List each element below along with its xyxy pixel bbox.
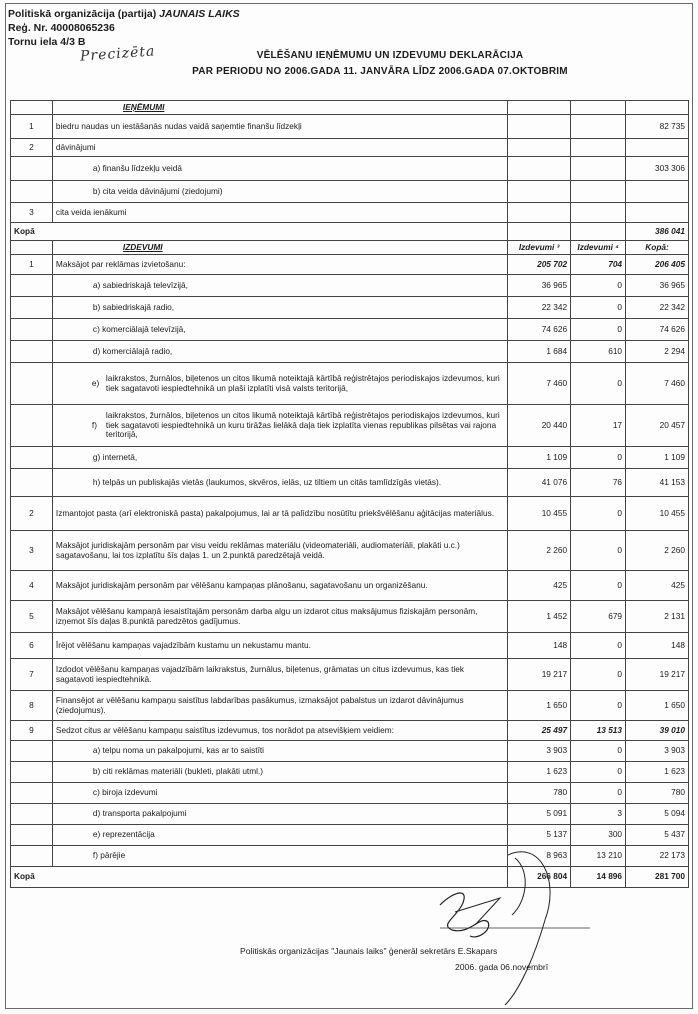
value-cell: 0 <box>571 297 626 319</box>
row-label: cita veida ienākumi <box>52 203 507 223</box>
value-cell: 148 <box>508 633 571 659</box>
income-heading: IEŅĒMUMI <box>52 101 507 115</box>
value-cell: 1 109 <box>626 447 689 469</box>
expense-subrow <box>11 363 689 405</box>
value-cell: 780 <box>508 783 571 804</box>
value-cell: 0 <box>571 497 626 531</box>
row-label: Īrējot vēlēšanu kampaņas vajadzībām kustamu un nekustamu mantu. <box>52 633 507 659</box>
row-label: Maksājot juridiskajām personām par vēlēšanu kampaņas plānošanu, sagatavošanu un organizēšanu. <box>52 571 507 601</box>
value-cell: 5 437 <box>626 825 689 846</box>
income-total-row <box>11 223 689 241</box>
value-cell: 0 <box>571 571 626 601</box>
address: Tornu iela 4/3 B <box>8 36 86 48</box>
row-label: Maksājot par reklāmas izvietošanu: <box>52 255 507 275</box>
row-label: h) telpās un publiskajās vietās (laukumos, skvēros, ielās, uz tiltiem un citās tamlīdzīgās vietās). <box>52 469 507 497</box>
value-cell: 0 <box>571 447 626 469</box>
row-label: dāvinājumi <box>52 139 507 157</box>
row-label: e) reprezentācija <box>52 825 507 846</box>
row-number: 9 <box>11 721 53 741</box>
value-cell: 1 452 <box>508 601 571 633</box>
value-cell: 0 <box>571 659 626 691</box>
value-cell: 3 903 <box>626 741 689 762</box>
row-label: f) pārējie <box>52 846 507 867</box>
value-cell: 2 260 <box>508 531 571 571</box>
row-label: Maksājot juridiskajām personām par visu veidu reklāmas materiālu (videomateriāli, audiomateriāli, plakāti u.c.) sagatavošanu, lai tos izplatītu šīs daļas 1. un 2.punktā paredzētajā veidā. <box>52 531 507 571</box>
value-cell: 7 460 <box>508 363 571 405</box>
value-cell: 13 210 <box>571 846 626 867</box>
value-cell: 36 965 <box>626 275 689 297</box>
value-cell: 41 153 <box>626 469 689 497</box>
row-label: b) cita veida dāvinājumi (ziedojumi) <box>52 181 507 203</box>
expense-subrow <box>11 341 689 363</box>
value-cell: 0 <box>571 741 626 762</box>
value-cell: 1 684 <box>508 341 571 363</box>
row-label: d) komerciālajā radio, <box>52 341 507 363</box>
value-cell: 0 <box>571 633 626 659</box>
row-total <box>626 203 689 223</box>
expense-row <box>11 531 689 571</box>
org-line <box>8 8 240 20</box>
total-value-cell: 266 804 <box>508 867 571 888</box>
row-label: a) telpu noma un pakalpojumi, kas ar to saistīti <box>52 741 507 762</box>
row-label: Maksājot vēlēšanu kampaņā iesaistītajām personām darba algu un izdarot citus maksājumus fiziskajām personām, izņemot šīs daļas 8.punktā paredzētos gadījumus. <box>52 601 507 633</box>
row-number: 8 <box>11 691 53 721</box>
row-total <box>626 139 689 157</box>
expense-subrow <box>11 741 689 762</box>
row-number: 6 <box>11 633 53 659</box>
row-number: 2 <box>11 497 53 531</box>
row-label-text: laikrakstos, žurnālos, biļetenos un citos likumā noteiktajā kārtībā reģistrētajos periodiskajos izdevumos, kuri tiek sagatavoti iespiedtehnikā un kuru tirāžas lielākā daļa tiek izplatīta vienas republikas pilsētas vai rajona teritorijā, <box>105 410 500 440</box>
value-cell: 1 623 <box>626 762 689 783</box>
value-cell: 1 650 <box>508 691 571 721</box>
document-period: PAR PERIODU NO 2006.GADA 11. JANVĀRA LĪDZ 2006.GADA 07.OKTOBRIM <box>192 66 568 77</box>
row-letter: f) <box>91 419 97 430</box>
income-total-label: Kopā <box>11 223 508 241</box>
value-cell: 5 091 <box>508 804 571 825</box>
total-value-cell: 281 700 <box>626 867 689 888</box>
value-cell: 7 460 <box>626 363 689 405</box>
row-label <box>52 405 507 447</box>
row-label: c) komerciālajā televīzijā, <box>52 319 507 341</box>
org-type: Politiskā organizācija (partija) <box>8 8 157 20</box>
income-row <box>11 181 689 203</box>
value-cell: 1 650 <box>626 691 689 721</box>
row-label: g) internetā, <box>52 447 507 469</box>
row-number <box>11 157 53 181</box>
income-row <box>11 157 689 181</box>
row-label: c) biroja izdevumi <box>52 783 507 804</box>
expense-subrow <box>11 762 689 783</box>
income-heading-row <box>11 101 689 115</box>
value-cell: 10 455 <box>626 497 689 531</box>
value-cell: 704 <box>571 255 626 275</box>
value-cell: 5 137 <box>508 825 571 846</box>
column-header: Izdevumi ³ <box>508 241 571 255</box>
value-cell: 19 217 <box>626 659 689 691</box>
signatory-line: Politiskās organizācijas "Jaunais laiks" ģenerāl sekretārs E.Skapars <box>240 946 498 956</box>
expense-subrow <box>11 469 689 497</box>
row-label-text: laikrakstos, žurnālos, biļetenos un citos likumā noteiktajā kārtībā reģistrētajos periodiskajos izdevumos, kuri tiek sagatavoti iespiedtehnikā un plaši izplatīti visā valsts teritorijā, <box>105 372 500 393</box>
value-cell: 206 405 <box>626 255 689 275</box>
value-cell: 0 <box>571 691 626 721</box>
value-cell: 3 <box>571 804 626 825</box>
row-label: Sedzot citus ar vēlēšanu kampaņu saistītus izdevumus, tos norādot pa atsevišķiem veidiem: <box>52 721 507 741</box>
row-letter: e) <box>91 377 100 388</box>
expense-subrow <box>11 447 689 469</box>
value-cell: 148 <box>626 633 689 659</box>
expense-row <box>11 571 689 601</box>
expense-total-row <box>11 867 689 888</box>
expense-row <box>11 659 689 691</box>
value-cell: 39 010 <box>626 721 689 741</box>
row-number: 1 <box>11 115 53 139</box>
value-cell: 3 903 <box>508 741 571 762</box>
row-number <box>11 181 53 203</box>
value-cell: 1 109 <box>508 447 571 469</box>
expense-subrow <box>11 275 689 297</box>
expense-row <box>11 721 689 741</box>
row-label: b) sabiedriskajā radio, <box>52 297 507 319</box>
expense-row <box>11 497 689 531</box>
column-header: Kopā: <box>626 241 689 255</box>
row-label: a) sabiedriskajā televīzijā, <box>52 275 507 297</box>
value-cell: 41 076 <box>508 469 571 497</box>
value-cell: 13 513 <box>571 721 626 741</box>
value-cell: 2 131 <box>626 601 689 633</box>
handwritten-note: Precizēta <box>79 43 156 65</box>
expense-subrow <box>11 825 689 846</box>
row-label: d) transporta pakalpojumi <box>52 804 507 825</box>
row-label: biedru naudas un iestāšanās nudas vaidā saņemtie finanšu līdzekļi <box>52 115 507 139</box>
expense-row <box>11 691 689 721</box>
value-cell: 780 <box>626 783 689 804</box>
value-cell: 22 173 <box>626 846 689 867</box>
row-number: 5 <box>11 601 53 633</box>
value-cell: 425 <box>508 571 571 601</box>
column-header: Izdevumi ⁴ <box>571 241 626 255</box>
row-label <box>52 363 507 405</box>
value-cell: 8 963 <box>508 846 571 867</box>
value-cell: 1 623 <box>508 762 571 783</box>
value-cell: 74 626 <box>626 319 689 341</box>
value-cell: 2 294 <box>626 341 689 363</box>
expense-subrow <box>11 804 689 825</box>
expense-row <box>11 255 689 275</box>
row-number: 3 <box>11 203 53 223</box>
value-cell: 5 094 <box>626 804 689 825</box>
expense-subrow <box>11 319 689 341</box>
value-cell: 0 <box>571 363 626 405</box>
row-label: Izdodot vēlēšanu kampaņas vajadzībām laikrakstus, žurnālus, biļetenus, grāmatas un citus izdevumus, kas tiek sagatavoti iespiedtehnikā. <box>52 659 507 691</box>
row-label: b) citi reklāmas materiāli (bukleti, plakāti utml.) <box>52 762 507 783</box>
reg-number: Reģ. Nr. 40008065236 <box>8 22 115 34</box>
signature-date: 2006. gada 06.novembrī <box>455 962 549 972</box>
income-total-value: 386 041 <box>626 223 689 241</box>
value-cell: 20 440 <box>508 405 571 447</box>
value-cell: 0 <box>571 783 626 804</box>
value-cell: 17 <box>571 405 626 447</box>
income-row <box>11 139 689 157</box>
value-cell: 300 <box>571 825 626 846</box>
value-cell: 25 497 <box>508 721 571 741</box>
value-cell: 76 <box>571 469 626 497</box>
total-value-cell: 14 896 <box>571 867 626 888</box>
value-cell: 74 626 <box>508 319 571 341</box>
expense-subrow <box>11 783 689 804</box>
expense-subrow <box>11 297 689 319</box>
value-cell: 0 <box>571 531 626 571</box>
value-cell: 2 260 <box>626 531 689 571</box>
document-title: VĒLĒŠANU IEŅĒMUMU UN IZDEVUMU DEKLARĀCIJA <box>256 50 524 61</box>
row-label: Finansējot ar vēlēšanu kampaņu saistītus labdarības pasākumus, izmaksājot pabalstus un izdarot dāvinājumus (ziedojumus). <box>52 691 507 721</box>
row-number: 2 <box>11 139 53 157</box>
expense-row <box>11 601 689 633</box>
value-cell: 20 457 <box>626 405 689 447</box>
row-number: 4 <box>11 571 53 601</box>
expense-row <box>11 633 689 659</box>
income-row <box>11 203 689 223</box>
row-total <box>626 181 689 203</box>
row-label: a) finanšu līdzekļu veidā <box>52 157 507 181</box>
value-cell: 22 342 <box>508 297 571 319</box>
declaration-table <box>10 100 689 888</box>
expense-subrow <box>11 405 689 447</box>
value-cell: 679 <box>571 601 626 633</box>
expense-subrow <box>11 846 689 867</box>
value-cell: 0 <box>571 275 626 297</box>
value-cell: 22 342 <box>626 297 689 319</box>
value-cell: 36 965 <box>508 275 571 297</box>
value-cell: 10 455 <box>508 497 571 531</box>
row-number: 7 <box>11 659 53 691</box>
value-cell: 0 <box>571 319 626 341</box>
row-number: 1 <box>11 255 53 275</box>
value-cell: 19 217 <box>508 659 571 691</box>
income-row <box>11 115 689 139</box>
row-number: 3 <box>11 531 53 571</box>
value-cell: 0 <box>571 762 626 783</box>
value-cell: 610 <box>571 341 626 363</box>
value-cell: 425 <box>626 571 689 601</box>
row-label: Izmantojot pasta (arī elektroniskā pasta) pakalpojumus, lai ar tā palīdzību nosūtītu priekšvēlēšanu aģitācijas materiālus. <box>52 497 507 531</box>
expense-total-label: Kopā <box>11 867 508 888</box>
expenses-heading-row <box>11 241 689 255</box>
row-total: 303 306 <box>626 157 689 181</box>
row-total: 82 735 <box>626 115 689 139</box>
value-cell: 205 702 <box>508 255 571 275</box>
expenses-heading: IZDEVUMI <box>52 241 507 255</box>
org-name: JAUNAIS LAIKS <box>159 8 240 20</box>
